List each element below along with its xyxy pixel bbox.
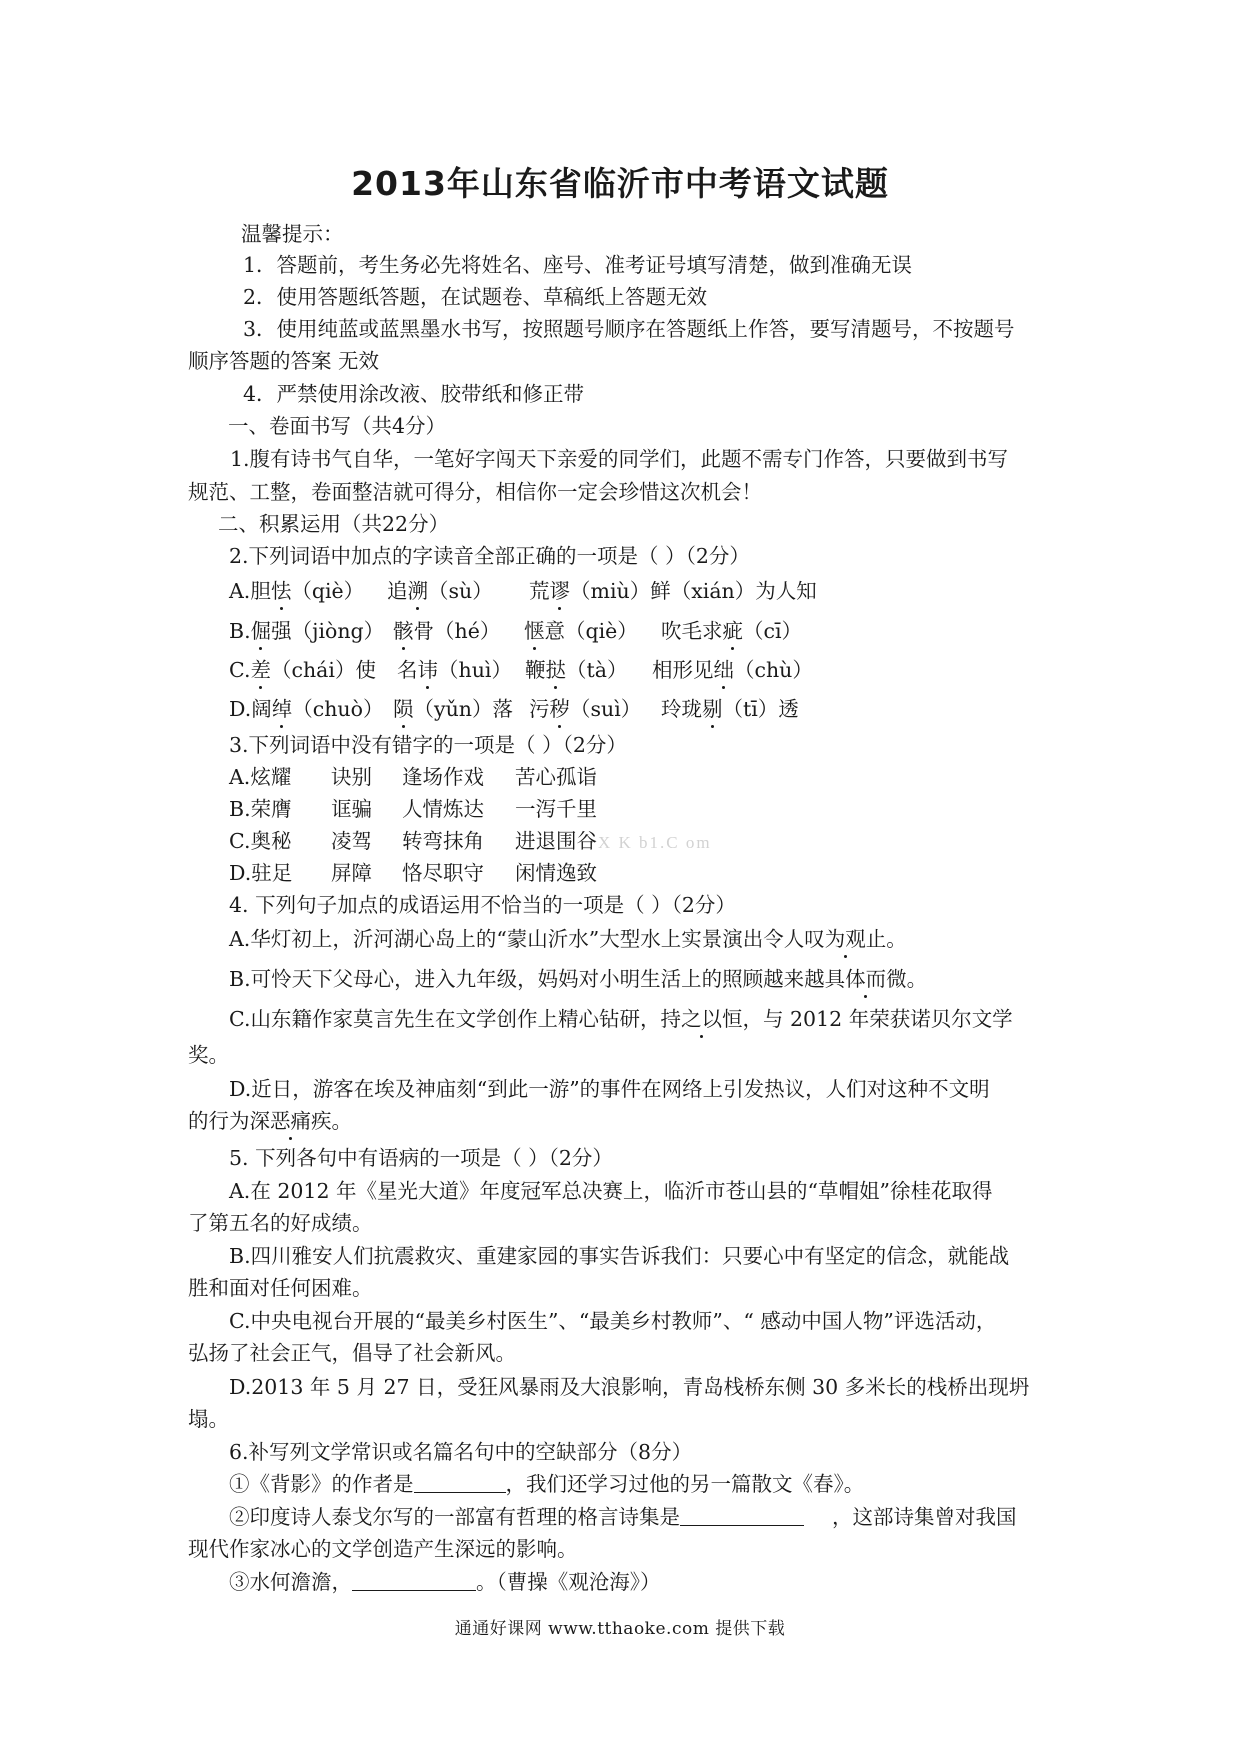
question-5-option-a-continued: 了第五名的好成绩。 xyxy=(188,1211,373,1235)
dotted-char: 绌 xyxy=(713,658,734,682)
question-5-option-a: A.在 2012 年《星光大道》年度冠军总决赛上，临沂市苍山县的“草帽姐”徐桂花取得 xyxy=(229,1179,993,1203)
exam-page: 2013年山东省临沂市中考语文试题 温馨提示： 1．答题前，考生务必先将姓名、座号、准考证号填写清楚，做到准确无误 2．使用答题纸答题，在试题卷、草稿纸上答题无效 3．使用纯蓝或蓝黑墨水书写，按照题号顺序在答题纸上作答，要写清题号，不按题号 顺序答题的答案 无效 4．严禁使用涂改液、胶带纸和修正带 一、卷面书写（共4分） 1.腹有诗书气自华，一笔好字闯天下亲爱的同学们，此题不需专门作答，只要做到书写 规范、工整，卷面整洁就可得分，相信你一定会珍惜这次机会！ 二、积累运用（共22分） 2.下列词语中加点的字读音全部正确的一项是（ ）（2分） A.胆怯（qiè） 追溯（sù） 荒谬（miù）鲜（xián）为人知 B.倔强（jiòng） 骸骨（hé） 惬意（qiè） 吹毛求疵（cī） C.差（chái）使 名讳（huì） 鞭挞（tà） 相形见绌（chù） D.阔绰（chuò） 陨（yǔn）落 污秽（suì） 玲珑剔（tī）透 3.下列词语中没有错字的一项是（ ）（2分） A.炫耀 诀别 逢场作戏 苦心孤诣 B.荣膺 诓骗 人情炼达 一泻千里 C.奥秘 凌驾 转弯抹角 进退围谷 X K b1.C om D.驻足 屏障 恪尽职守 闲情逸致 4. 下列句子加点的成语运用不恰当的一项是（ ）（2分） A.华灯初上，沂河湖心岛上的“蒙山沂水”大型水上实景演出令人叹为观止。 B.可怜天下父母心，进入九年级，妈妈对小明生活上的照顾越来越具体而微。 C.山东籍作家莫言先生在文学创作上精心钻研，持之以恒，与 2012 年荣获诺贝尔文学 奖。 D.近日，游客在埃及神庙刻“到此一游”的事件在网络上引发热议，人们对这种不文明 的行为深恶痛疾。 5. 下列各句中有语病的一项是（ ）（2分） A.在 2012 年《星光大道》年度冠军总决赛上，临沂市苍山县的“草帽姐”徐桂花取得 了第五名的好成绩。 B.四川雅安人们抗震救灾、重建家园的事实告诉我们：只要心中有坚定的信念，就能战 胜和面对任何困难。 C.中央电视台开展的“最美乡村医生”、“最美乡村教师”、“ 感动中国人物”评选活动， 弘扬了社会正气，倡导了社会新风。 D.2013 年 5 月 27 日，受狂风暴雨及大浪影响，青岛栈桥东侧 30 多米长的栈桥出现坍 塌。 6.补写列文学常识或名篇名句中的空缺部分（8分） ①《背影》的作者是 ，我们还学习过他的另一篇散文《春》。 ②印度诗人泰戈尔写的一部富有哲理的格言诗集是 ，这部诗集曾对我国 现代作家冰心的文学创造产生深远的影响。 ③水何澹澹， 。（曹操《观沧海》） 通通好课网 www.tthaoke.com 提供下载 xyxy=(0,0,1240,1754)
dotted-char: 秽 xyxy=(549,697,570,721)
dotted-char: 惬 xyxy=(524,619,545,643)
question-4-option-b: B.可怜天下父母心，进入九年级，妈妈对小明生活上的照顾越来越具体而微。 xyxy=(229,967,928,991)
tip-2: 2．使用答题纸答题，在试题卷、草稿纸上答题无效 xyxy=(243,285,708,309)
dotted-idiom: 叹为观止 xyxy=(804,927,887,951)
question-4-option-c: C.山东籍作家莫言先生在文学创作上精心钻研，持之以恒，与 2012 年荣获诺贝尔文学 xyxy=(229,1007,1013,1031)
question-5-option-c-continued: 弘扬了社会正气，倡导了社会新风。 xyxy=(188,1341,516,1365)
answer-blank[interactable] xyxy=(352,1570,476,1591)
question-4-option-d-continued: 的行为深恶痛疾。 xyxy=(188,1109,352,1133)
page-title: 2013年山东省临沂市中考语文试题 xyxy=(351,164,889,203)
dotted-char: 挞 xyxy=(545,658,566,682)
question-5-stem: 5. 下列各句中有语病的一项是（ ）（2分） xyxy=(229,1146,613,1170)
question-1-line-2: 规范、工整，卷面整洁就可得分，相信你一定会珍惜这次机会！ xyxy=(188,480,762,504)
question-6-item-2-continued: 现代作家冰心的文学创造产生深远的影响。 xyxy=(188,1537,578,1561)
dotted-char: 怯 xyxy=(270,579,292,603)
tip-3-continued: 顺序答题的答案 无效 xyxy=(188,349,380,373)
question-4-option-c-continued: 奖。 xyxy=(188,1043,229,1067)
question-5-option-d-continued: 塌。 xyxy=(188,1407,229,1431)
question-6-stem: 6.补写列文学常识或名篇名句中的空缺部分（8分） xyxy=(229,1440,693,1464)
dotted-idiom: 持之以恒 xyxy=(660,1007,743,1031)
question-5-option-c: C.中央电视台开展的“最美乡村医生”、“最美乡村教师”、“ 感动中国人物”评选活动， xyxy=(229,1309,997,1333)
question-6-item-1: ①《背影》的作者是 ，我们还学习过他的另一篇散文《春》。 xyxy=(229,1472,865,1496)
dotted-char: 绰 xyxy=(271,697,293,721)
watermark: X K b1.C om xyxy=(598,833,712,852)
question-4-option-d: D.近日，游客在埃及神庙刻“到此一游”的事件在网络上引发热议，人们对这种不文明 xyxy=(229,1077,990,1101)
question-5-option-b: B.四川雅安人们抗震救灾、重建家园的事实告诉我们：只要心中有坚定的信念，就能战 xyxy=(229,1244,1010,1268)
dotted-idiom: 具体而微 xyxy=(824,967,907,991)
section-2-heading: 二、积累运用（共22分） xyxy=(218,512,450,536)
page-footer: 通通好课网 www.tthaoke.com 提供下载 xyxy=(454,1619,786,1639)
dotted-idiom: 深恶痛疾 xyxy=(249,1109,332,1133)
dotted-char: 骸 xyxy=(393,619,414,643)
dotted-char: 差 xyxy=(250,658,271,682)
question-4-stem: 4. 下列句子加点的成语运用不恰当的一项是（ ）（2分） xyxy=(229,893,736,917)
tip-1: 1．答题前，考生务必先将姓名、座号、准考证号填写清楚，做到准确无误 xyxy=(243,253,913,277)
dotted-char: 倔 xyxy=(250,619,272,643)
tip-4: 4．严禁使用涂改液、胶带纸和修正带 xyxy=(243,382,585,406)
dotted-char: 讳 xyxy=(417,658,438,682)
question-4-option-a: A.华灯初上，沂河湖心岛上的“蒙山沂水”大型水上实景演出令人叹为观止。 xyxy=(229,927,907,951)
question-6-item-2: ②印度诗人泰戈尔写的一部富有哲理的格言诗集是 ，这部诗集曾对我国 xyxy=(229,1505,1017,1529)
question-1-line-1: 1.腹有诗书气自华，一笔好字闯天下亲爱的同学们，此题不需专门作答，只要做到书写 xyxy=(230,447,1009,471)
tip-3: 3．使用纯蓝或蓝黑墨水书写，按照题号顺序在答题纸上作答，要写清题号，不按题号 xyxy=(243,317,1015,341)
question-2-stem: 2.下列词语中加点的字读音全部正确的一项是（ ）（2分） xyxy=(229,544,750,568)
dotted-char: 疵 xyxy=(722,619,743,643)
question-6-item-3: ③水何澹澹， 。（曹操《观沧海》） xyxy=(229,1570,661,1594)
tips-heading: 温馨提示： xyxy=(241,222,344,246)
dotted-char: 剔 xyxy=(702,697,723,721)
answer-blank[interactable] xyxy=(414,1472,506,1493)
answer-blank[interactable] xyxy=(680,1505,804,1526)
dotted-char: 溯 xyxy=(407,579,428,603)
dotted-char: 谬 xyxy=(549,579,570,603)
section-1-heading: 一、卷面书写（共4分） xyxy=(228,414,447,438)
question-5-option-b-continued: 胜和面对任何困难。 xyxy=(188,1276,373,1300)
question-3-stem: 3.下列词语中没有错字的一项是（ ）（2分） xyxy=(229,733,627,757)
dotted-char: 陨 xyxy=(393,697,414,721)
question-5-option-d: D.2013 年 5 月 27 日，受狂风暴雨及大浪影响，青岛栈桥东侧 30 多米长的栈桥出现坍 xyxy=(229,1375,1030,1399)
